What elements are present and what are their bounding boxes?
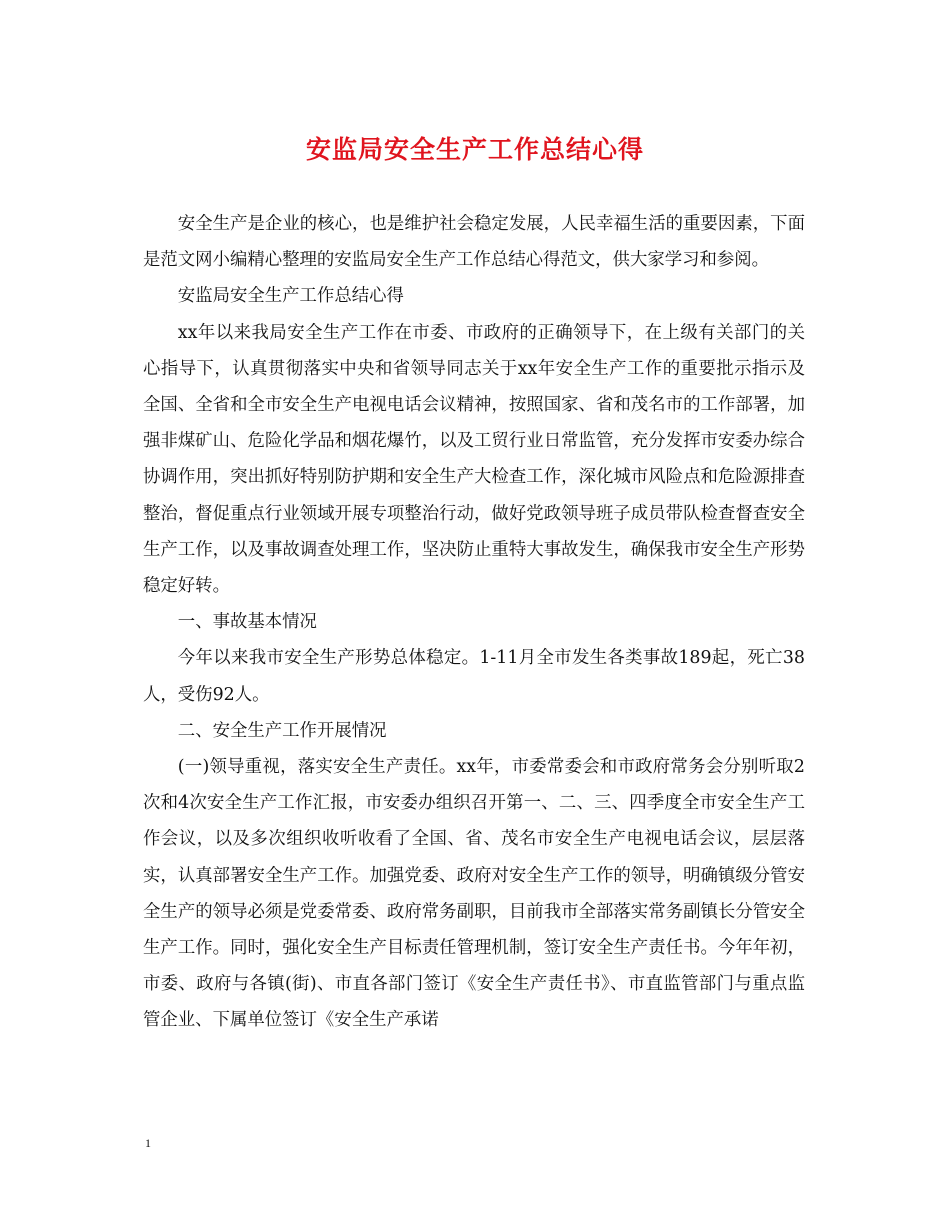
overview-paragraph: xx年以来我局安全生产工作在市委、市政府的正确领导下，在上级有关部门的关心指导下，认真贯彻落实中央和省领导同志关于xx年安全生产工作的重要批示指示及全国、全省和全市安全生产电视电话会议精神，按照国家、省和茂名市的工作部署，加强非煤矿山、危险化学品和烟花爆竹，以及工贸行业日常监管，充分发挥市安委办综合协调作用，突出抓好特别防护期和安全生产大检查工作，深化城市风险点和危险源排查整治，督促重点行业领域开展专项整治行动，做好党政领导班子成员带队检查督查安全生产工作，以及事故调查处理工作，坚决防止重特大事故发生，确保我市安全生产形势稳定好转。: [143, 322, 805, 597]
accidents-paragraph: 今年以来我市安全生产形势总体稳定。1-11月全市发生各类事故189起，死亡38人，受伤92人。: [143, 648, 805, 705]
page-number: 1: [145, 1136, 151, 1150]
section-heading-accidents: 一、事故基本情况: [177, 612, 317, 633]
document-body: [143, 206, 805, 1039]
intro-paragraph: 安全生产是企业的核心，也是维护社会稳定发展，人民幸福生活的重要因素，下面是范文网小编精心整理的安监局安全生产工作总结心得范文，供大家学习和参阅。: [143, 214, 805, 271]
subtitle-paragraph: 安监局安全生产工作总结心得: [177, 286, 404, 307]
document-title: 安监局安全生产工作总结心得: [305, 135, 644, 164]
leadership-paragraph: (一)领导重视，落实安全生产责任。xx年，市委常委会和市政府常务会分别听取2次和4次安全生产工作汇报，市安委办组织召开第一、二、三、四季度全市安全生产工作会议，以及多次组织收听收看了全国、省、茂名市安全生产电视电话会议，层层落实，认真部署安全生产工作。加强党委、政府对安全生产工作的领导，明确镇级分管安全生产的领导必须是党委常委、政府常务副职，目前我市全部落实常务副镇长分管安全生产工作。同时，强化安全生产目标责任管理机制，签订安全生产责任书。今年年初，市委、政府与各镇(街)、市直各部门签订《安全生产责任书》、市直监管部门与重点监管企业、下属单位签订《安全生产承诺: [143, 757, 805, 1031]
section-heading-work: 二、安全生产工作开展情况: [177, 720, 387, 741]
